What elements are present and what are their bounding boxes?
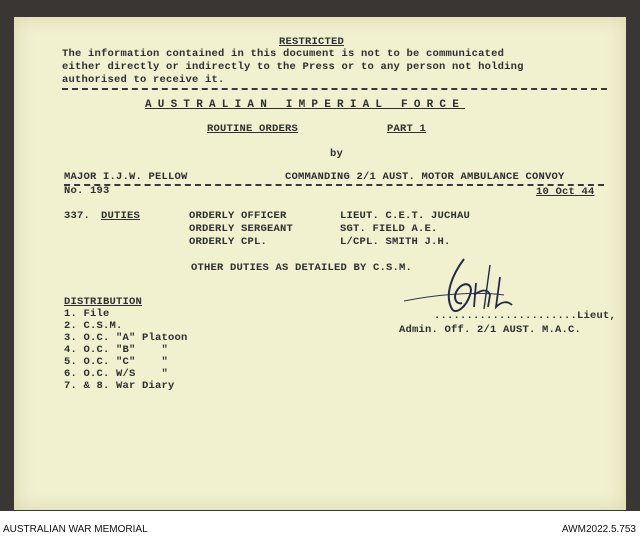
handwritten-signature: [404, 255, 554, 317]
distribution-item: 1. File: [64, 308, 110, 320]
signature-line: ......................Lieut,: [434, 310, 617, 322]
issuer-name: MAJOR I.J.W. PELLOW: [64, 171, 188, 183]
distribution-heading: DISTRIBUTION: [64, 296, 143, 308]
footer-source: AUSTRALIAN WAR MEMORIAL: [3, 524, 148, 535]
distribution-item: 5. O.C. "C" ": [64, 356, 169, 368]
duty-person-1: LIEUT. C.E.T. JUCHAU: [340, 210, 471, 222]
restriction-line-2: either directly or indirectly to the Press or to any person not holding: [62, 61, 524, 73]
duty-person-3: L/CPL. SMITH J.H.: [340, 236, 451, 248]
restriction-line-3: authorised to receive it.: [62, 74, 225, 86]
order-number: No. 193: [64, 185, 110, 197]
issuer-underline: [64, 184, 604, 186]
duty-role-3: ORDERLY CPL.: [189, 236, 268, 248]
restriction-underline: [62, 88, 607, 90]
item-number: 337.: [64, 210, 91, 222]
duty-role-2: ORDERLY SERGEANT: [189, 223, 294, 235]
restricted-heading: RESTRICTED: [279, 36, 345, 48]
by-label: by: [330, 148, 344, 160]
command-line: COMMANDING 2/1 AUST. MOTOR AMBULANCE CONVOY: [285, 171, 565, 183]
restriction-line-1: The information contained in this document is not to be communicated: [62, 48, 505, 60]
distribution-item: 2. C.S.M.: [64, 320, 123, 332]
part-label: PART 1: [387, 123, 427, 135]
distribution-item: 6. O.C. W/S ": [64, 368, 169, 380]
duty-person-2: SGT. FIELD A.E.: [340, 223, 438, 235]
other-duties-note: OTHER DUTIES AS DETAILED BY C.S.M.: [191, 262, 413, 274]
order-date: 10 Oct 44: [536, 186, 595, 198]
orders-title: ROUTINE ORDERS: [207, 123, 299, 135]
signature-title: Admin. Off. 2/1 AUST. M.A.C.: [399, 324, 582, 336]
footer-accession: AWM2022.5.753: [561, 524, 636, 535]
caption-bar: [0, 511, 640, 539]
distribution-item: 7. & 8. War Diary: [64, 380, 175, 392]
document-page: [14, 17, 626, 510]
force-title: AUSTRALIAN IMPERIAL FORCE: [145, 99, 466, 111]
distribution-item: 3. O.C. "A" Platoon: [64, 332, 188, 344]
item-heading: DUTIES: [101, 210, 141, 222]
duty-role-1: ORDERLY OFFICER: [189, 210, 287, 222]
distribution-item: 4. O.C. "B" ": [64, 344, 169, 356]
